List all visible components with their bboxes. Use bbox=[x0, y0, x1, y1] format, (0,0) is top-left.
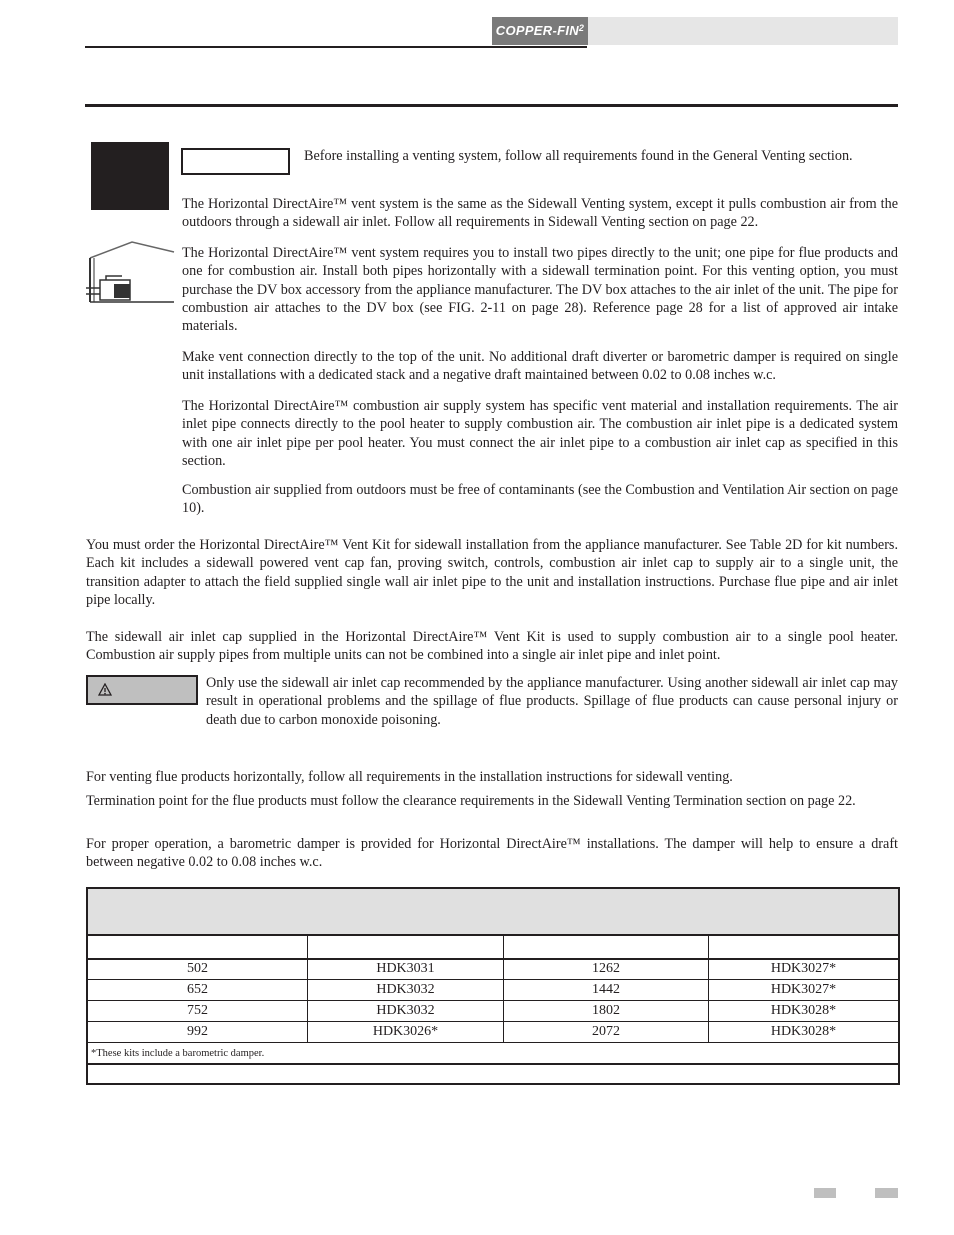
table-cell: HDK3028* bbox=[770, 1003, 837, 1018]
footer-tab-left bbox=[814, 1188, 836, 1198]
section-rule bbox=[85, 104, 898, 107]
paragraph-4: The Horizontal DirectAire™ combustion air supply system has specific vent material and installation requirements. The air inlet pipe connects directly to the pool heater to supply combustion air. The combustion air inlet pipe is a dedicated system with one air inlet pipe per pool heater. You must connect the air inlet pipe to a combustion air inlet cap as specified in this section. bbox=[182, 398, 898, 469]
table-row bbox=[88, 980, 898, 1001]
table-row bbox=[88, 959, 898, 980]
table-header-row bbox=[88, 936, 898, 960]
table-cell: 1262 bbox=[504, 959, 709, 979]
table-cell: HDK3027* bbox=[770, 982, 837, 997]
paragraph-1: The Horizontal DirectAire™ vent system is the same as the Sidewall Venting system, except it pulls combustion air from the outdoors through a sidewall air inlet. Follow all requirements in Sidewall Venting section on page 22. bbox=[182, 196, 898, 231]
note-label-box bbox=[181, 148, 290, 175]
table-cell: 1442 bbox=[504, 980, 709, 1000]
intro-note: Before installing a venting system, follow all requirements found in the General Venting section. bbox=[304, 148, 853, 164]
warning-triangle-icon bbox=[98, 683, 112, 696]
table-header-cell bbox=[88, 936, 308, 958]
header-rule bbox=[85, 46, 587, 48]
footer-tab-right bbox=[875, 1188, 898, 1198]
paragraph-6: You must order the Horizontal DirectAire™ Vent Kit for sidewall installation from the appliance manufacturer. See Table 2D for kit numbers. Each kit includes a sidewall powered vent cap fan, proving switch, controls, combustion air inlet cap to supply air to a single unit, the transition adapter to attach the field supplied single wall air inlet pipe to the unit and installation instructions. Purchase flue pipe and air inlet pipe locally. bbox=[86, 537, 898, 608]
table-cell: HDK3032 bbox=[308, 1001, 504, 1021]
table-cell: HDK3026* bbox=[308, 1022, 504, 1042]
paragraph-7: The sidewall air inlet cap supplied in the Horizontal DirectAire™ Vent Kit is used to supply combustion air to a single pool heater. Combustion air supply pipes from multiple units can not be combined into a single air inlet pipe and inlet point. bbox=[86, 629, 898, 664]
table-title-bar bbox=[88, 889, 898, 936]
table-cell: 652 bbox=[88, 980, 308, 1000]
table-cell: HDK3028* bbox=[770, 1024, 837, 1039]
paragraph-5: Combustion air supplied from outdoors must be free of contaminants (see the Combustion and Ventilation Air section on page 10). bbox=[182, 482, 898, 517]
table-cell: HDK3031 bbox=[308, 959, 504, 979]
table-header-cell bbox=[308, 936, 504, 958]
table-row bbox=[88, 1022, 898, 1043]
table-footnote: *These kits include a barometric damper. bbox=[88, 1043, 898, 1065]
brand-logo: COPPER-FIN$^2$ bbox=[492, 17, 588, 45]
table-cell: HDK3032 bbox=[308, 980, 504, 1000]
table-cell: 2072 bbox=[504, 1022, 709, 1042]
table-header-cell bbox=[504, 936, 709, 958]
table-cell: 502 bbox=[88, 959, 308, 979]
paragraph-3: Make vent connection directly to the top of the unit. No additional draft diverter or barometric damper is required on single unit installations with a dedicated stack and a negative draft maintained between 0.02 to 0.08 inches w.c. bbox=[182, 349, 898, 384]
table-cell: 752 bbox=[88, 1001, 308, 1021]
table-cell: 1802 bbox=[504, 1001, 709, 1021]
paragraph-2: The Horizontal DirectAire™ vent system requires you to install two pipes directly to the unit; one pipe for flue products and one for combustion air. Install both pipes horizontally with a sidewall termination point. For this venting option, you must purchase the DV box accessory from the appliance manufacturer. The DV box attaches to the air inlet of the unit. The pipe for combustion air attaches to the DV box (see FIG. 2-11 on page 28). Reference page 28 for a list of approved air intake materials. bbox=[182, 245, 898, 335]
section-marker bbox=[91, 142, 169, 210]
table-header-cell bbox=[709, 936, 898, 958]
vent-kit-table bbox=[86, 887, 900, 1085]
paragraph-10: For proper operation, a barometric damper is provided for Horizontal DirectAire™ installations. The damper will help to ensure a draft between negative 0.02 to 0.08 inches w.c. bbox=[86, 836, 898, 871]
table-cell: 992 bbox=[88, 1022, 308, 1042]
horizontal-vent-diagram-icon bbox=[84, 238, 176, 304]
header-bar bbox=[587, 17, 898, 45]
paragraph-8: For venting flue products horizontally, follow all requirements in the installation instructions for sidewall venting. bbox=[86, 769, 733, 785]
table-cell: HDK3027* bbox=[770, 961, 837, 976]
warning-label-box bbox=[86, 675, 198, 705]
paragraph-9: Termination point for the flue products must follow the clearance requirements in the Sidewall Venting Termination section on page 22. bbox=[86, 793, 856, 809]
warning-text: Only use the sidewall air inlet cap recommended by the appliance manufacturer. Using another sidewall air inlet cap may result in operational problems and the spillage of flue products. Spillage of flue products can cause personal injury or death due to carbon monoxide poisoning. bbox=[206, 675, 898, 728]
table-row bbox=[88, 1001, 898, 1022]
